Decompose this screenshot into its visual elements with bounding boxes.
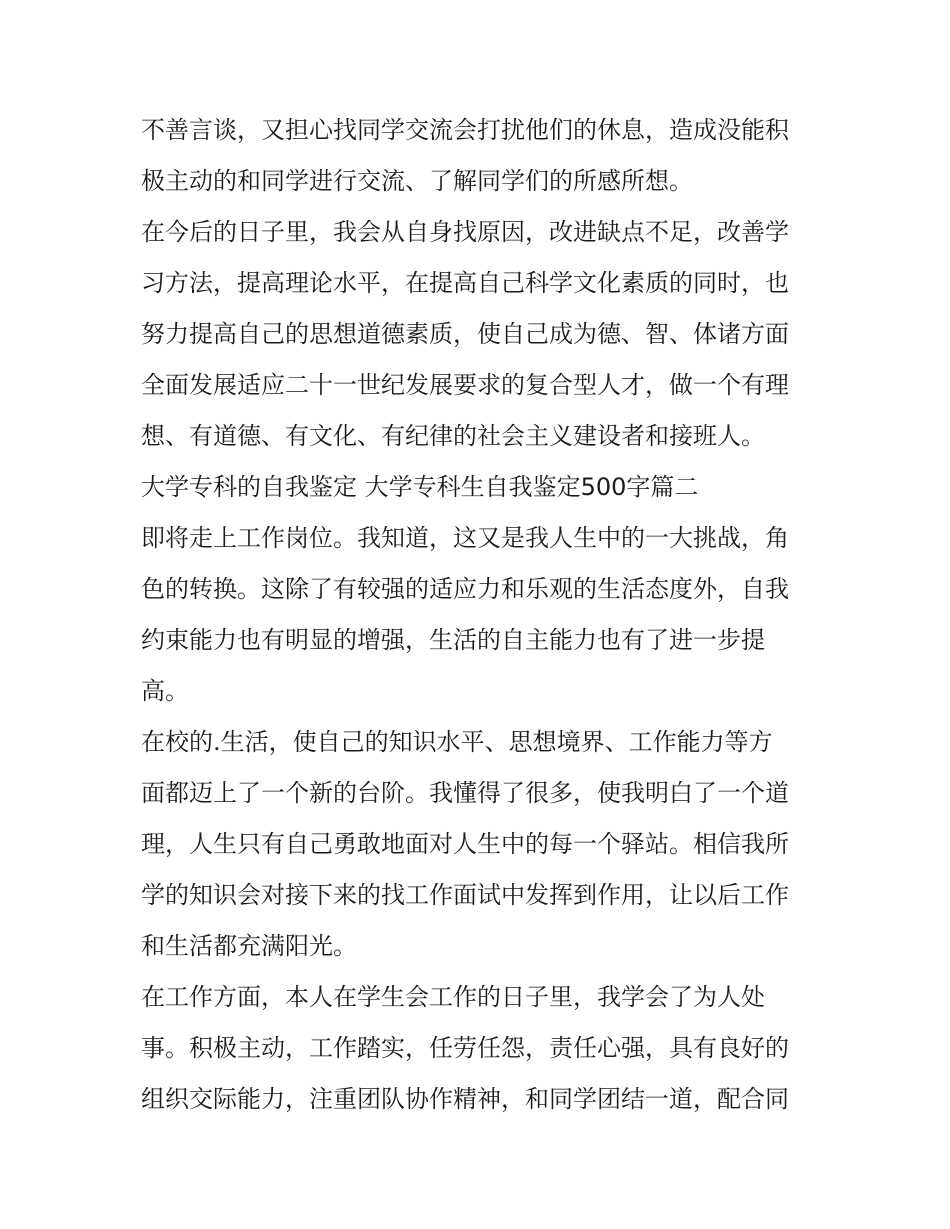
text-line: 不善言谈，又担心找同学交流会打扰他们的休息，造成没能积	[141, 116, 789, 144]
text-line: 高。	[141, 677, 189, 705]
text-line: 组织交际能力，注重团队协作精神，和同学团结一道，配合同	[141, 1085, 789, 1113]
section-heading: 大学专科的自我鉴定 大学专科生自我鉴定500字篇二	[141, 473, 699, 501]
text-line: 约束能力也有明显的增强，生活的自主能力也有了进一步提	[141, 626, 765, 654]
text-line: 在今后的日子里，我会从自身找原因，改进缺点不足，改善学	[141, 218, 789, 246]
text-line: 理，人生只有自己勇敢地面对人生中的每一个驿站。相信我所	[141, 830, 789, 858]
text-line: 学的知识会对接下来的找工作面试中发挥到作用，让以后工作	[141, 881, 789, 909]
text-line: 想、有道德、有文化、有纪律的社会主义建设者和接班人。	[141, 422, 765, 450]
text-line: 和生活都充满阳光。	[141, 932, 357, 960]
text-line: 在工作方面，本人在学生会工作的日子里，我学会了为人处	[141, 983, 765, 1011]
text-line: 全面发展适应二十一世纪发展要求的复合型人才，做一个有理	[141, 371, 789, 399]
text-line: 事。积极主动，工作踏实，任劳任怨，责任心强，具有良好的	[141, 1034, 789, 1062]
text-line: 习方法，提高理论水平，在提高自己科学文化素质的同时，也	[141, 269, 789, 297]
document-body	[141, 105, 821, 1125]
text-line: 在校的.生活，使自己的知识水平、思想境界、工作能力等方	[141, 728, 773, 756]
text-line: 极主动的和同学进行交流、了解同学们的所感所想。	[141, 167, 693, 195]
text-line: 即将走上工作岗位。我知道，这又是我人生中的一大挑战，角	[141, 524, 789, 552]
text-line: 努力提高自己的思想道德素质，使自己成为德、智、体诸方面	[141, 320, 789, 348]
text-line: 色的转换。这除了有较强的适应力和乐观的生活态度外，自我	[141, 575, 789, 603]
text-line: 面都迈上了一个新的台阶。我懂得了很多，使我明白了一个道	[141, 779, 789, 807]
